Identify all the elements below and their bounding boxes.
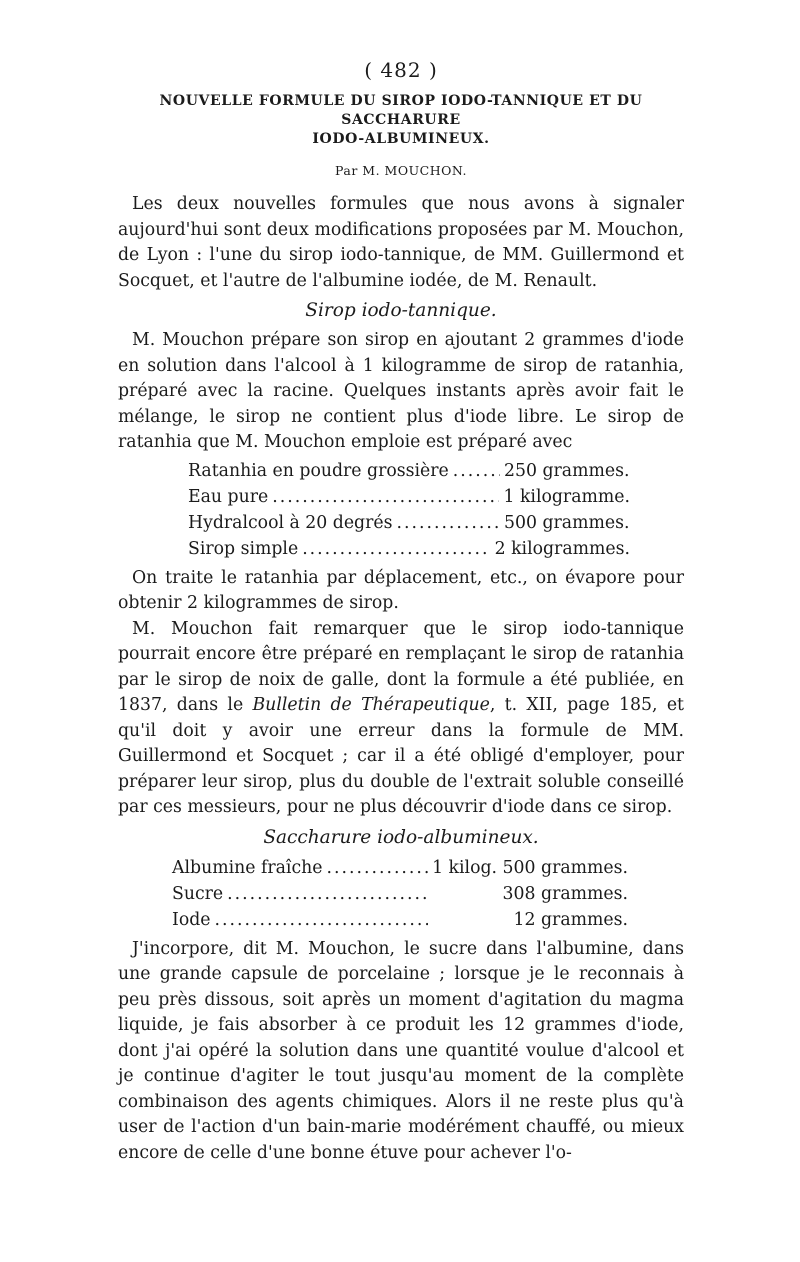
page-number: ( 482 ) — [364, 58, 438, 82]
recipe-ingredient: Sucre — [172, 883, 224, 904]
byline: Par M. MOUCHON. — [335, 163, 467, 178]
dot-leader — [302, 536, 490, 562]
dot-leader — [327, 855, 429, 881]
recipe-ingredient: Sirop simple — [188, 538, 299, 559]
recipe-row — [172, 881, 628, 907]
dot-leader — [215, 907, 428, 933]
dot-leader — [272, 484, 499, 510]
recipe-quantity: 12 grammes. — [513, 909, 628, 930]
recipe-row — [172, 907, 628, 933]
recipe-quantity: 500 grammes. — [504, 512, 630, 533]
recipe-ingredient: Eau pure — [188, 486, 269, 507]
recipe-ingredient: Albumine fraîche — [172, 857, 323, 878]
recipe-row — [188, 510, 630, 536]
dot-leader — [396, 510, 500, 536]
sirop-paragraph-1: M. Mouchon prépare son sirop en ajoutant 2 grammes d'iode en solution dans l'alcool à 1 kilogramme de sirop de ratanhia, préparé avec la racine. Quelques instants après avoir fait le mélange, le sirop ne contient plus d'iode libre. Le sirop de ratanhia que M. Mouchon emploie est préparé avec — [118, 330, 684, 452]
recipe-quantity: 308 grammes. — [502, 883, 628, 904]
ratanhia-recipe — [188, 458, 630, 562]
recipe-ingredient: Iode — [172, 909, 211, 930]
page — [118, 58, 684, 1166]
sirop-paragraph-3 — [118, 617, 684, 821]
saccharure-recipe — [172, 855, 628, 933]
recipe-row — [188, 536, 630, 562]
recipe-row — [172, 855, 628, 881]
dot-leader — [453, 458, 500, 484]
recipe-quantity: 1 kilog. 500 grammes. — [432, 857, 628, 878]
section-title-saccharure: Saccharure iodo-albumineux. — [263, 826, 539, 848]
recipe-row — [188, 484, 630, 510]
recipe-row — [188, 458, 630, 484]
saccharure-paragraph-1: J'incorpore, dit M. Mouchon, le sucre dans l'albumine, dans une grande capsule de porcelaine ; lorsque je le reconnais à peu près dissous, soit après un moment d'agitation du magma liquide, je fais absorber à ce produit les 12 grammes d'iode, dont j'ai opéré la solution dans une quantité voulue d'alcool et je continue d'agiter le tout jusqu'au moment de la complète combinaison des agents chimiques. Alors il ne reste plus qu'à user de l'action d'un bain-marie modérément chauffé, ou mieux encore de celle d'une bonne étuve pour achever l'o- — [118, 938, 684, 1163]
section-title-sirop: Sirop iodo-tannique. — [305, 300, 497, 321]
recipe-quantity: 1 kilogramme. — [503, 486, 630, 507]
article-title-line-2: IODO-ALBUMINEUX. — [312, 131, 490, 147]
paragraph-text: M. Mouchon fait remarquer que le sirop iodo-tannique pourrait encore être préparé en remplaçant le sirop de ratanhia par le sirop de noix de galle, dont la formule a été publiée, en 1837, dans le — [118, 618, 684, 715]
recipe-quantity: 250 grammes. — [504, 460, 630, 481]
article-title-line-1: NOUVELLE FORMULE DU SIROP IODO-TANNIQUE ET DU SACCHARURE — [159, 93, 643, 128]
recipe-quantity: 2 kilogrammes. — [494, 538, 630, 559]
intro-paragraph: Les deux nouvelles formules que nous avons à signaler aujourd'hui sont deux modifications proposées par M. Mouchon, de Lyon : l'une du sirop iodo-tannique, de MM. Guillermond et Socquet, et l'autre de l'albumine iodée, de M. Renault. — [118, 194, 684, 291]
dot-leader — [227, 881, 428, 907]
paragraph-text: , t. XII, page 185, et qu'il doit y avoir une erreur dans la formule de MM. Guillermond et Socquet ; car il a été obligé d'employer, pour préparer leur sirop, plus du double de l'extrait soluble conseillé par ces messieurs, pour ne plus découvrir d'iode dans ce sirop. — [118, 695, 685, 817]
recipe-ingredient: Hydralcool à 20 degrés — [188, 512, 393, 533]
sirop-paragraph-2: On traite le ratanhia par déplacement, etc., on évapore pour obtenir 2 kilogrammes de sirop. — [118, 567, 684, 613]
recipe-ingredient: Ratanhia en poudre grossière — [188, 460, 449, 481]
journal-title: Bulletin de Thérapeutique — [252, 695, 490, 715]
